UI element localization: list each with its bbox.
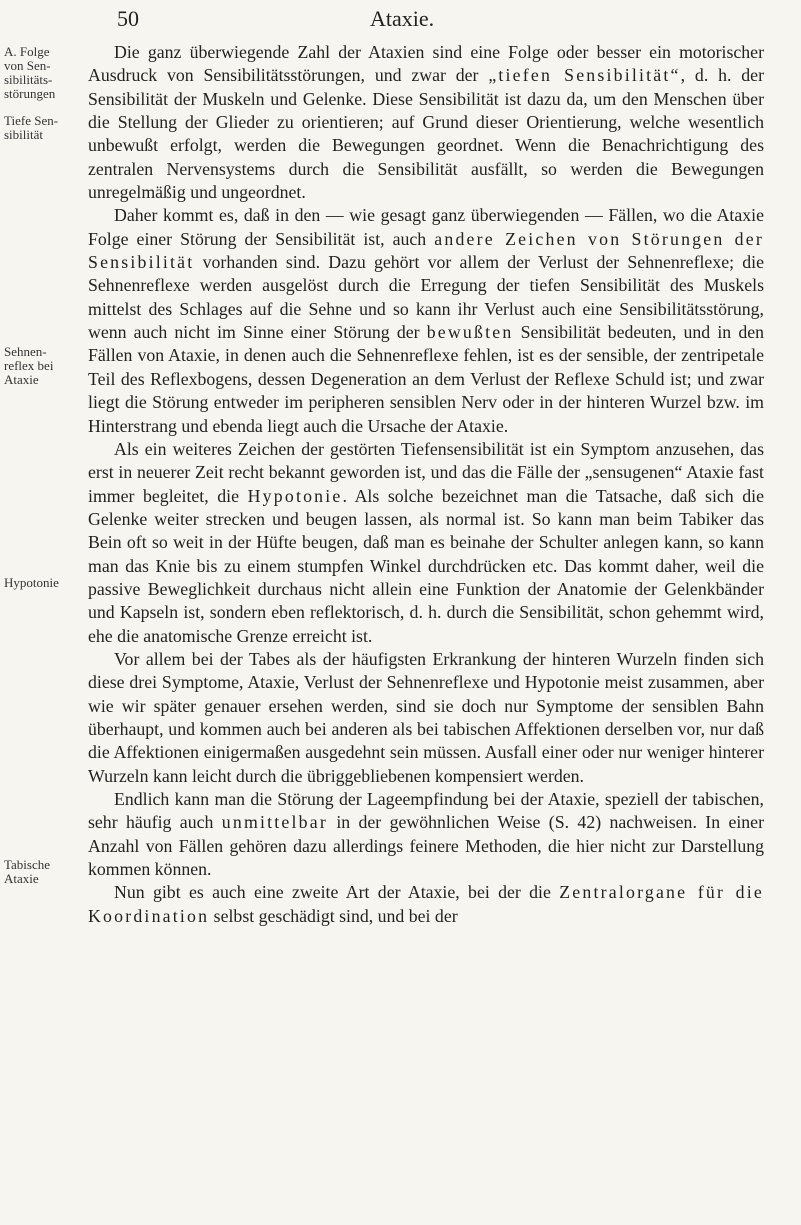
text-run: Nun gibt es auch eine zweite Art der Ataxie, bei der die: [114, 882, 560, 903]
margin-note-sehnenreflex: Sehnen-reflex bei Ataxie: [4, 344, 54, 387]
paragraph: [88, 438, 764, 648]
running-title: Ataxie.: [370, 6, 435, 31]
emphasis-text: „tiefen Sensibilität“: [488, 65, 681, 86]
emphasis-text: bewußten: [426, 322, 514, 343]
text-run: vorhanden sind. Dazu gehört vor allem der Verlust der Sehnenreflexe; die Sehnenreflexe werden ausgelöst durch die Erregung der tiefen Sensibilität des Muskels mittelst des Schlages auf die Sehne und so kann ihr Verlust auch eine Sensibilitätsstörung, wenn auch nicht im Sinne einer Störung der: [88, 252, 764, 343]
text-run: Als ein weiteres Zeichen der gestörten Tiefensensibilität ist ein Symptom anzusehen, das erst in neuerer Zeit recht bekannt geworden ist, und das die Fälle der „sensugenen“ Ataxie fast immer begleitet, die: [88, 438, 764, 506]
body-text: [88, 41, 764, 928]
emphasis-text: Hypotonie: [247, 485, 343, 506]
emphasis-text: unmittelbar: [221, 812, 328, 833]
emphasis-text: andere Zeichen von Störungen der Sensibilität: [88, 228, 764, 273]
text-run: selbst geschädigt sind, und bei der: [209, 905, 458, 926]
text-run: Die ganz überwiegende Zahl der Ataxien sind eine Folge oder besser ein motorischer Ausdruck von Sensibilitätsstörungen, und zwar der: [88, 42, 764, 86]
paragraph: [88, 788, 764, 881]
text-run: Vor allem bei der Tabes als der häufigsten Erkrankung der hinteren Wurzeln finden sich diese drei Symptome, Ataxie, Verlust der Sehnenreflexe und Hypotonie meist zusammen, aber wie wir später genauer ersehen werden, sind sie doch nur Symptome der sensiblen Bahn überhaupt, und kommen auch bei anderen als bei tabischen Affektionen derselben vor, nur daß die Affektionen einigermaßen ausgedehnt sein müssen. Ausfall einer oder nur weniger hinterer Wurzeln kann leicht durch die übriggebliebenen kompensiert werden.: [88, 648, 764, 786]
text-run: in der gewöhnlichen Weise (S. 42) nachweisen. In einer Anzahl von Fällen gehören dazu allerdings feinere Methoden, die hier nicht zur Darstellung kommen können.: [88, 812, 764, 880]
paragraph: [88, 41, 764, 204]
text-run: Sensibilität bedeuten, und in den Fällen von Ataxie, in denen auch die Sehnenreflexe fehlen, ist es der sensible, der zentripetale Teil des Reflexbogens, dessen Degeneration an dem Verlust der Reflexe Schuld ist; und zwar liegt die Störung entweder im peripheren sensiblen Nerv oder in der hinteren Wurzel bzw. im Hinterstrang und ebenda liegt auch die Ursache der Ataxie.: [88, 322, 764, 436]
text-run: Daher kommt es, daß in den — wie gesagt ganz überwiegenden — Fällen, wo die Ataxie Folge einer Störung der Sensibilität ist, auch: [88, 205, 764, 249]
margin-note-tabische-ataxie: Tabische Ataxie: [4, 857, 51, 886]
margin-note-hypotonie: Hypotonie: [4, 575, 59, 590]
page-header: [0, 6, 801, 36]
text-run: Endlich kann man die Störung der Lageempfindung bei der Ataxie, speziell der tabischen, sehr häufig auch: [88, 789, 764, 833]
margin-note-sensibilitaetsstoerungen: A. Folge von Sen-sibilitäts-störungen: [4, 44, 56, 101]
emphasis-text: Zentralorgane für die Koordination: [88, 882, 764, 926]
text-run: . Als solche bezeichnet man die Tatsache, daß sich die Gelenke weiter strecken und beugen lassen, als normal ist. So kann man beim Tabiker das Bein oft so weit in der Hüfte beugen, daß man es beinahe der Schulter anlegen kann, so kann man das Knie bis zu einem stumpfen Winkel durchdrücken etc. Das kommt daher, weil die passive Beweglichkeit durchaus nicht allein eine Funktion der Anatomie der Gelenkbänder und Kapseln ist, sondern eben reflektorisch, d. h. durch die Sensibilität, schon gehemmt wird, ehe die anatomische Grenze erreicht ist.: [88, 485, 764, 646]
page-number: 50: [117, 6, 139, 31]
paragraph: [88, 648, 764, 788]
margin-note-tiefe-sensibilitaet: Tiefe Sen-sibilität: [4, 113, 59, 142]
paragraph: [88, 881, 764, 928]
text-run: , d. h. der Sensibilität der Muskeln und Gelenke. Diese Sensibilität ist dazu da, um den Menschen über die Stellung der Glieder zu orientieren; auf Grund dieser Orientierung, welche wesentlich unbewußt erfolgt, werden die Bewegungen geordnet. Wenn die Benachrichtigung des zentralen Nervensystems durch die Sensibilität ausfällt, so werden die Bewegungen unregelmäßig und ungeordnet.: [88, 65, 764, 203]
paragraph: [88, 204, 764, 437]
